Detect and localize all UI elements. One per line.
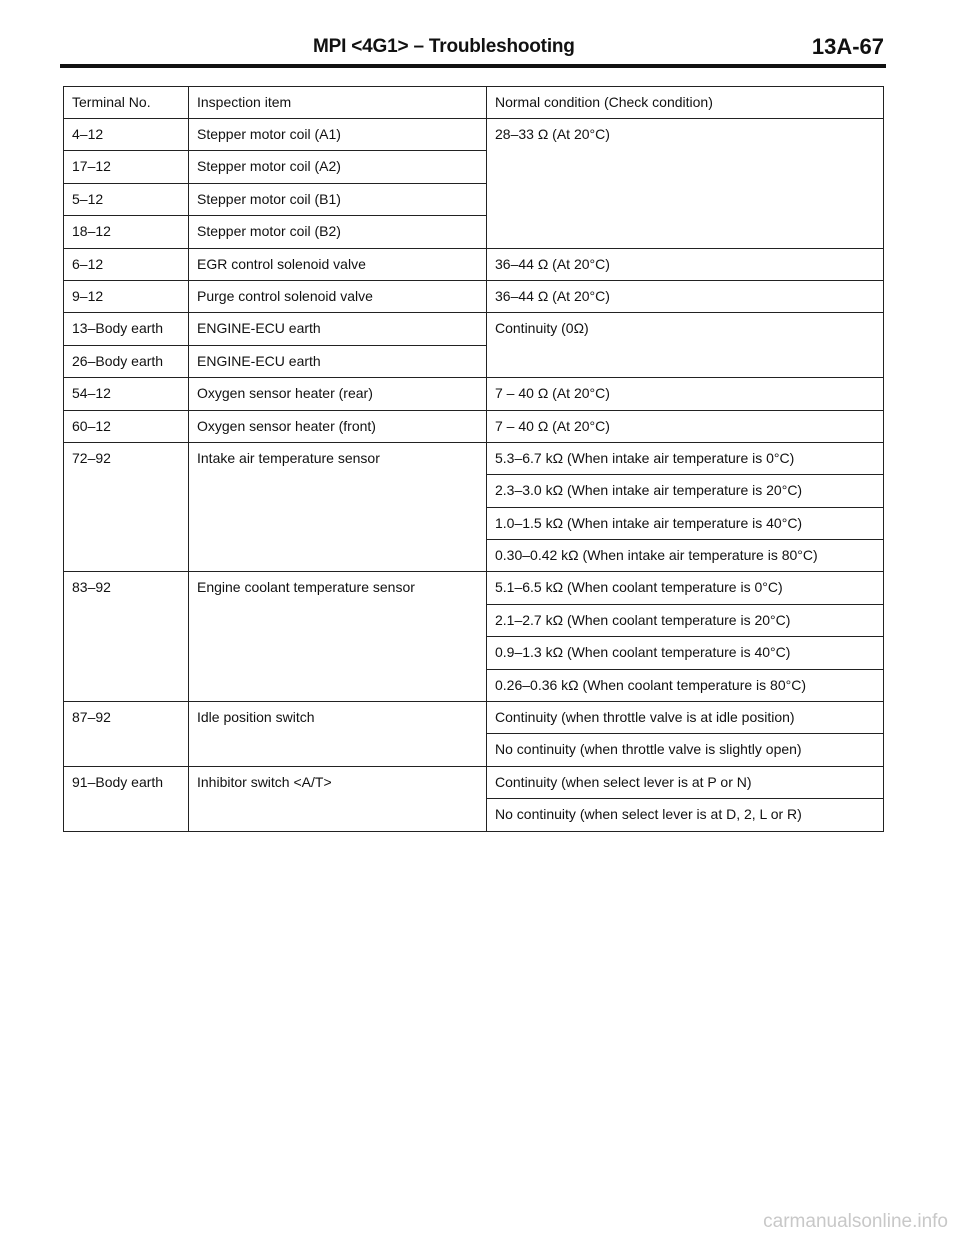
terminal-cell: 26–Body earth <box>64 345 189 377</box>
condition-cell: Continuity (when select lever is at P or N) <box>487 766 884 798</box>
terminal-cell: 6–12 <box>64 248 189 280</box>
page-title: MPI <4G1> – Troubleshooting <box>313 36 575 57</box>
table-row <box>64 119 884 151</box>
table-row <box>64 410 884 442</box>
inspection-item-cell: ENGINE-ECU earth <box>189 313 487 345</box>
terminal-cell: 60–12 <box>64 410 189 442</box>
column-header-condition: Normal condition (Check condition) <box>487 87 884 119</box>
table-row <box>64 280 884 312</box>
inspection-item-cell: ENGINE-ECU earth <box>189 345 487 377</box>
inspection-item-cell: Stepper motor coil (A1) <box>189 119 487 151</box>
terminal-cell: 91–Body earth <box>64 766 189 831</box>
condition-cell: No continuity (when select lever is at D, 2, L or R) <box>487 799 884 831</box>
condition-cell: 36–44 Ω (At 20°C) <box>487 248 884 280</box>
table-row <box>64 702 884 734</box>
inspection-item-cell: Purge control solenoid valve <box>189 280 487 312</box>
condition-cell: No continuity (when throttle valve is slightly open) <box>487 734 884 766</box>
condition-cell: 0.9–1.3 kΩ (When coolant temperature is 40°C) <box>487 637 884 669</box>
inspection-item-cell: Stepper motor coil (A2) <box>189 151 487 183</box>
table-row <box>64 572 884 604</box>
watermark-text: carmanualsonline.info <box>763 1211 948 1232</box>
inspection-table <box>63 86 884 832</box>
column-header-item: Inspection item <box>189 87 487 119</box>
terminal-cell: 83–92 <box>64 572 189 702</box>
condition-cell: Continuity (0Ω) <box>487 313 884 378</box>
terminal-cell: 18–12 <box>64 216 189 248</box>
condition-cell: 0.30–0.42 kΩ (When intake air temperature is 80°C) <box>487 540 884 572</box>
condition-cell: 0.26–0.36 kΩ (When coolant temperature is 80°C) <box>487 669 884 701</box>
condition-cell: 2.3–3.0 kΩ (When intake air temperature is 20°C) <box>487 475 884 507</box>
terminal-cell: 4–12 <box>64 119 189 151</box>
condition-cell: 2.1–2.7 kΩ (When coolant temperature is 20°C) <box>487 604 884 636</box>
condition-cell: 5.3–6.7 kΩ (When intake air temperature is 0°C) <box>487 442 884 474</box>
table-row <box>64 766 884 798</box>
page-header <box>60 34 886 64</box>
terminal-cell: 72–92 <box>64 442 189 572</box>
inspection-table-body <box>64 87 884 832</box>
inspection-item-cell: Idle position switch <box>189 702 487 767</box>
condition-cell: 36–44 Ω (At 20°C) <box>487 280 884 312</box>
condition-cell: 7 – 40 Ω (At 20°C) <box>487 410 884 442</box>
inspection-item-cell: Inhibitor switch <A/T> <box>189 766 487 831</box>
condition-cell: 7 – 40 Ω (At 20°C) <box>487 378 884 410</box>
condition-cell: 28–33 Ω (At 20°C) <box>487 119 884 249</box>
inspection-item-cell: Stepper motor coil (B2) <box>189 216 487 248</box>
condition-cell: 1.0–1.5 kΩ (When intake air temperature is 40°C) <box>487 507 884 539</box>
terminal-cell: 87–92 <box>64 702 189 767</box>
terminal-cell: 54–12 <box>64 378 189 410</box>
table-row <box>64 442 884 474</box>
table-row <box>64 313 884 345</box>
condition-cell: 5.1–6.5 kΩ (When coolant temperature is 0°C) <box>487 572 884 604</box>
terminal-cell: 17–12 <box>64 151 189 183</box>
table-row <box>64 378 884 410</box>
inspection-item-cell: Oxygen sensor heater (rear) <box>189 378 487 410</box>
table-header-row <box>64 87 884 119</box>
inspection-item-cell: Engine coolant temperature sensor <box>189 572 487 702</box>
table-row <box>64 248 884 280</box>
terminal-cell: 13–Body earth <box>64 313 189 345</box>
condition-cell: Continuity (when throttle valve is at idle position) <box>487 702 884 734</box>
inspection-item-cell: Intake air temperature sensor <box>189 442 487 572</box>
header-rule <box>60 64 886 68</box>
inspection-item-cell: EGR control solenoid valve <box>189 248 487 280</box>
page-number: 13A-67 <box>811 34 884 59</box>
column-header-terminal: Terminal No. <box>64 87 189 119</box>
terminal-cell: 9–12 <box>64 280 189 312</box>
inspection-item-cell: Stepper motor coil (B1) <box>189 183 487 215</box>
terminal-cell: 5–12 <box>64 183 189 215</box>
inspection-item-cell: Oxygen sensor heater (front) <box>189 410 487 442</box>
